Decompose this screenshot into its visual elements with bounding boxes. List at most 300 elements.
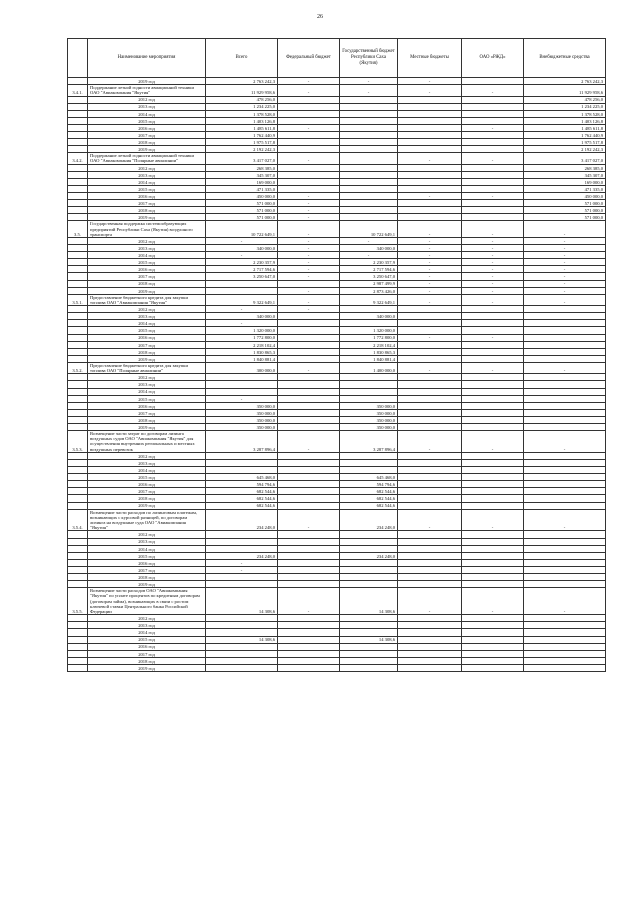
cell-rzd: -	[462, 287, 524, 294]
cell-local	[398, 629, 462, 636]
row-year: 2018 год	[88, 495, 206, 502]
table-row	[68, 85, 606, 96]
cell-total: 300 000,0	[206, 362, 278, 373]
cell-federal	[278, 474, 340, 481]
cell-federal	[278, 313, 340, 320]
cell-extrabudget	[524, 495, 606, 502]
cell-extrabudget	[524, 581, 606, 588]
table-row	[68, 171, 606, 178]
cell-rzd: -	[462, 280, 524, 287]
cell-rzd	[462, 657, 524, 664]
table-row	[68, 327, 606, 334]
cell-republic: 2 873 426,0	[340, 287, 398, 294]
cell-republic	[340, 467, 398, 474]
row-year: 2012 год	[88, 164, 206, 171]
cell-republic	[340, 178, 398, 185]
row-year: 2015 год	[88, 552, 206, 559]
cell-total: 345 307,0	[206, 171, 278, 178]
cell-federal	[278, 185, 340, 192]
cell-local	[398, 117, 462, 124]
cell-extrabudget: 2 192 242,3	[524, 146, 606, 153]
cell-local: -	[398, 362, 462, 373]
cell-total	[206, 581, 278, 588]
cell-rzd: -	[462, 153, 524, 164]
cell-republic: 3 250 647,0	[340, 273, 398, 280]
cell-rzd: -	[462, 238, 524, 245]
cell-extrabudget	[524, 636, 606, 643]
cell-local	[398, 320, 462, 327]
row-year: 2014 год	[88, 388, 206, 395]
cell-rzd	[462, 178, 524, 185]
cell-federal: -	[278, 252, 340, 259]
cell-rzd	[462, 566, 524, 573]
cell-federal: -	[278, 124, 340, 131]
row-year: 2018 год	[88, 348, 206, 355]
cell-rzd	[462, 313, 524, 320]
cell-local	[398, 395, 462, 402]
row-year: 2012 год	[88, 531, 206, 538]
cell-federal	[278, 139, 340, 146]
table-row	[68, 193, 606, 200]
cell-federal	[278, 650, 340, 657]
table-row	[68, 178, 606, 185]
row-code	[68, 273, 88, 280]
cell-republic: 340 000,0	[340, 313, 398, 320]
row-year: 2017 год	[88, 650, 206, 657]
row-year: 2014 год	[88, 110, 206, 117]
cell-total	[206, 388, 278, 395]
cell-federal	[278, 388, 340, 395]
row-code	[68, 214, 88, 221]
cell-republic: -	[340, 238, 398, 245]
row-year: 2017 год	[88, 409, 206, 416]
cell-rzd	[462, 395, 524, 402]
row-year: 2013 год	[88, 313, 206, 320]
cell-total: -	[206, 559, 278, 566]
row-year: 2016 год	[88, 266, 206, 273]
cell-total: 350 000,0	[206, 402, 278, 409]
cell-rzd: -	[462, 221, 524, 238]
row-year: 2018 год	[88, 207, 206, 214]
cell-republic	[340, 452, 398, 459]
table-row	[68, 117, 606, 124]
row-code	[68, 657, 88, 664]
header-name: Наименование мероприятия	[88, 39, 206, 78]
cell-federal: -	[278, 153, 340, 164]
cell-total: 1 485 611,8	[206, 124, 278, 131]
cell-total: -	[206, 252, 278, 259]
row-year: 2015 год	[88, 259, 206, 266]
row-year: 2014 год	[88, 629, 206, 636]
cell-extrabudget: 3 417 027,0	[524, 153, 606, 164]
cell-total: -	[206, 306, 278, 313]
cell-total: 478 256,0	[206, 96, 278, 103]
cell-republic: -	[340, 78, 398, 85]
cell-rzd	[462, 388, 524, 395]
cell-total: 350 000,0	[206, 423, 278, 430]
cell-republic: -	[340, 252, 398, 259]
header-code	[68, 39, 88, 78]
cell-extrabudget	[524, 459, 606, 466]
table-body	[68, 78, 606, 672]
cell-rzd	[462, 488, 524, 495]
cell-republic	[340, 395, 398, 402]
row-code	[68, 531, 88, 538]
table-header-row	[68, 39, 606, 78]
cell-republic	[340, 545, 398, 552]
cell-local	[398, 574, 462, 581]
table-row	[68, 622, 606, 629]
table-row	[68, 650, 606, 657]
cell-rzd	[462, 171, 524, 178]
cell-local	[398, 381, 462, 388]
cell-extrabudget: 471 335,0	[524, 185, 606, 192]
header-total: Всего	[206, 39, 278, 78]
cell-rzd	[462, 502, 524, 509]
row-code	[68, 245, 88, 252]
cell-extrabudget	[524, 650, 606, 657]
cell-rzd	[462, 467, 524, 474]
cell-total: 571 000,0	[206, 207, 278, 214]
cell-total: 1 378 528,0	[206, 110, 278, 117]
cell-extrabudget: -	[524, 238, 606, 245]
cell-federal	[278, 374, 340, 381]
row-year: 2015 год	[88, 395, 206, 402]
cell-federal	[278, 495, 340, 502]
cell-total: 2 717 594,6	[206, 266, 278, 273]
cell-federal	[278, 538, 340, 545]
cell-extrabudget	[524, 416, 606, 423]
cell-total: 3 250 647,0	[206, 273, 278, 280]
cell-total: 2 218 102,4	[206, 341, 278, 348]
cell-rzd	[462, 636, 524, 643]
cell-total: 234 248,0	[206, 552, 278, 559]
table-row	[68, 280, 606, 287]
row-year: 2017 год	[88, 566, 206, 573]
cell-republic	[340, 574, 398, 581]
cell-federal	[278, 334, 340, 341]
row-code	[68, 574, 88, 581]
cell-local	[398, 545, 462, 552]
row-code	[68, 615, 88, 622]
header-republic: Государственный бюджет Республики Саха (Якутия)	[340, 39, 398, 78]
row-code	[68, 664, 88, 671]
cell-local	[398, 214, 462, 221]
row-activity-name: Предоставление бюджетного кредита для закупки топлива ОАО "Полярные авиалинии"	[88, 362, 206, 373]
cell-rzd	[462, 146, 524, 153]
cell-local	[398, 178, 462, 185]
cell-republic: 350 000,0	[340, 409, 398, 416]
cell-local	[398, 416, 462, 423]
cell-federal	[278, 467, 340, 474]
cell-federal	[278, 643, 340, 650]
cell-rzd	[462, 545, 524, 552]
row-code	[68, 164, 88, 171]
row-code	[68, 96, 88, 103]
table-row	[68, 431, 606, 453]
cell-rzd: -	[462, 266, 524, 273]
row-code	[68, 488, 88, 495]
row-code	[68, 650, 88, 657]
row-year: 2015 год	[88, 117, 206, 124]
table-row	[68, 574, 606, 581]
cell-total: 340 000,0	[206, 313, 278, 320]
table-row	[68, 355, 606, 362]
row-code	[68, 207, 88, 214]
budget-table	[67, 38, 606, 672]
cell-extrabudget	[524, 467, 606, 474]
cell-federal	[278, 636, 340, 643]
cell-rzd	[462, 643, 524, 650]
cell-rzd	[462, 131, 524, 138]
cell-republic	[340, 320, 398, 327]
cell-rzd: -	[462, 273, 524, 280]
cell-republic: 1 400 000,0	[340, 362, 398, 373]
cell-extrabudget: -	[524, 588, 606, 615]
cell-total: 1 403 126,8	[206, 117, 278, 124]
table-row	[68, 545, 606, 552]
cell-extrabudget: -	[524, 287, 606, 294]
table-row	[68, 664, 606, 671]
row-code	[68, 374, 88, 381]
cell-rzd	[462, 306, 524, 313]
row-activity-name: Предоставление бюджетного кредита для закупки топлива ОАО "Авиакомпания "Якутия"	[88, 294, 206, 305]
row-code	[68, 423, 88, 430]
cell-local: -	[398, 238, 462, 245]
cell-rzd	[462, 531, 524, 538]
table-row	[68, 588, 606, 615]
cell-rzd: -	[462, 588, 524, 615]
row-code	[68, 452, 88, 459]
table-row	[68, 259, 606, 266]
cell-republic	[340, 306, 398, 313]
cell-total: 1 234 225,0	[206, 103, 278, 110]
cell-rzd	[462, 164, 524, 171]
cell-extrabudget	[524, 502, 606, 509]
cell-republic: 645 468,0	[340, 474, 398, 481]
table-row	[68, 200, 606, 207]
cell-local: -	[398, 259, 462, 266]
row-code	[68, 545, 88, 552]
cell-total: 169 000,0	[206, 178, 278, 185]
cell-extrabudget	[524, 664, 606, 671]
cell-extrabudget: 1 762 440,9	[524, 131, 606, 138]
cell-federal	[278, 402, 340, 409]
cell-federal: -	[278, 207, 340, 214]
row-activity-name: Поддержание летной годности авиационной техники ОАО "Авиакомпания "Якутия"	[88, 85, 206, 96]
cell-total	[206, 531, 278, 538]
cell-republic	[340, 559, 398, 566]
cell-extrabudget	[524, 615, 606, 622]
table-row	[68, 474, 606, 481]
table-row	[68, 207, 606, 214]
cell-local	[398, 566, 462, 573]
cell-republic	[340, 207, 398, 214]
cell-federal	[278, 327, 340, 334]
cell-federal: -	[278, 431, 340, 453]
row-year: 2013 год	[88, 381, 206, 388]
cell-total: 10 722 649,1	[206, 221, 278, 238]
cell-local	[398, 103, 462, 110]
cell-republic: 234 248,0	[340, 509, 398, 531]
cell-republic: 14 308,6	[340, 588, 398, 615]
cell-rzd	[462, 341, 524, 348]
cell-federal: -	[278, 588, 340, 615]
row-code	[68, 388, 88, 395]
cell-federal	[278, 280, 340, 287]
cell-rzd	[462, 185, 524, 192]
table-row	[68, 488, 606, 495]
cell-extrabudget: -	[524, 273, 606, 280]
table-row	[68, 287, 606, 294]
row-code	[68, 481, 88, 488]
cell-republic: 1 320 000,0	[340, 327, 398, 334]
cell-extrabudget	[524, 402, 606, 409]
cell-federal	[278, 395, 340, 402]
row-year: 2013 год	[88, 103, 206, 110]
cell-extrabudget: 571 000,0	[524, 200, 606, 207]
cell-extrabudget	[524, 409, 606, 416]
table-row	[68, 559, 606, 566]
cell-extrabudget: 571 000,0	[524, 207, 606, 214]
cell-extrabudget: -	[524, 362, 606, 373]
cell-local	[398, 171, 462, 178]
cell-rzd: -	[462, 245, 524, 252]
cell-republic: 2 230 357,9	[340, 259, 398, 266]
row-code: 3.5.1.	[68, 294, 88, 305]
row-year: 2016 год	[88, 559, 206, 566]
cell-extrabudget: 2 763 242,3	[524, 78, 606, 85]
row-year: 2016 год	[88, 402, 206, 409]
row-code	[68, 629, 88, 636]
cell-extrabudget: 1 378 528,0	[524, 110, 606, 117]
cell-republic	[340, 171, 398, 178]
cell-rzd	[462, 452, 524, 459]
row-year: 2016 год	[88, 481, 206, 488]
cell-total: 11 929 958,6	[206, 85, 278, 96]
cell-republic	[340, 459, 398, 466]
row-code	[68, 200, 88, 207]
cell-federal: -	[278, 362, 340, 373]
row-year: 2014 год	[88, 545, 206, 552]
row-year: 2015 год	[88, 327, 206, 334]
cell-local	[398, 538, 462, 545]
row-year: 2014 год	[88, 178, 206, 185]
cell-local: -	[398, 153, 462, 164]
row-year: 2018 год	[88, 139, 206, 146]
cell-local: -	[398, 334, 462, 341]
cell-local	[398, 636, 462, 643]
row-year: 2012 год	[88, 306, 206, 313]
row-code	[68, 566, 88, 573]
cell-rzd	[462, 402, 524, 409]
cell-rzd	[462, 78, 524, 85]
row-year: 2019 год	[88, 502, 206, 509]
cell-rzd: -	[462, 85, 524, 96]
row-year: 2016 год	[88, 193, 206, 200]
cell-republic	[340, 664, 398, 671]
row-code	[68, 287, 88, 294]
cell-republic	[340, 110, 398, 117]
cell-extrabudget	[524, 545, 606, 552]
cell-total: 14 308,6	[206, 588, 278, 615]
row-code	[68, 131, 88, 138]
cell-local	[398, 481, 462, 488]
row-year: 2019 год	[88, 581, 206, 588]
cell-total: 3 287 896,4	[206, 431, 278, 453]
table-row	[68, 245, 606, 252]
table-row	[68, 566, 606, 573]
row-code	[68, 502, 88, 509]
cell-extrabudget: -	[524, 252, 606, 259]
row-code: 3.5.4.	[68, 509, 88, 531]
cell-total: 450 000,0	[206, 193, 278, 200]
row-year: 2017 год	[88, 341, 206, 348]
cell-extrabudget: 571 000,0	[524, 214, 606, 221]
cell-total	[206, 467, 278, 474]
cell-total	[206, 459, 278, 466]
cell-extrabudget	[524, 341, 606, 348]
cell-total	[206, 629, 278, 636]
row-code	[68, 193, 88, 200]
table-row	[68, 334, 606, 341]
cell-local	[398, 110, 462, 117]
cell-local	[398, 207, 462, 214]
cell-local	[398, 664, 462, 671]
cell-republic	[340, 581, 398, 588]
cell-rzd: -	[462, 294, 524, 305]
cell-republic	[340, 103, 398, 110]
row-activity-name: Возмещение части затрат по договорам лизинга воздушных судов ОАО "Авиакомпания "Якутия" для осуществления внутренних региональных и местных воздушных перевозок	[88, 431, 206, 453]
table-row	[68, 381, 606, 388]
cell-total	[206, 574, 278, 581]
cell-republic	[340, 146, 398, 153]
cell-local	[398, 306, 462, 313]
cell-republic: 3 287 896,4	[340, 431, 398, 453]
cell-federal	[278, 664, 340, 671]
cell-total: 268 385,0	[206, 164, 278, 171]
cell-republic	[340, 388, 398, 395]
header-rzd: ОАО «РЖД»	[462, 39, 524, 78]
cell-republic: 1 830 865,3	[340, 348, 398, 355]
row-code	[68, 495, 88, 502]
cell-total: 645 468,0	[206, 474, 278, 481]
cell-republic: 14 308,6	[340, 636, 398, 643]
table-row	[68, 531, 606, 538]
cell-rzd	[462, 416, 524, 423]
table-row	[68, 657, 606, 664]
cell-local	[398, 488, 462, 495]
table-row	[68, 221, 606, 238]
cell-rzd	[462, 423, 524, 430]
cell-federal: -	[278, 85, 340, 96]
header-extrabudget: Внебюджетные средства	[524, 39, 606, 78]
cell-extrabudget	[524, 381, 606, 388]
row-code	[68, 266, 88, 273]
cell-extrabudget	[524, 481, 606, 488]
table-row	[68, 395, 606, 402]
cell-total	[206, 452, 278, 459]
cell-republic: 9 322 649,1	[340, 294, 398, 305]
cell-total: 571 000,0	[206, 200, 278, 207]
cell-republic	[340, 124, 398, 131]
cell-rzd	[462, 117, 524, 124]
cell-republic	[340, 643, 398, 650]
cell-total: 350 000,0	[206, 409, 278, 416]
table-row	[68, 78, 606, 85]
cell-federal: -	[278, 214, 340, 221]
cell-total	[206, 650, 278, 657]
